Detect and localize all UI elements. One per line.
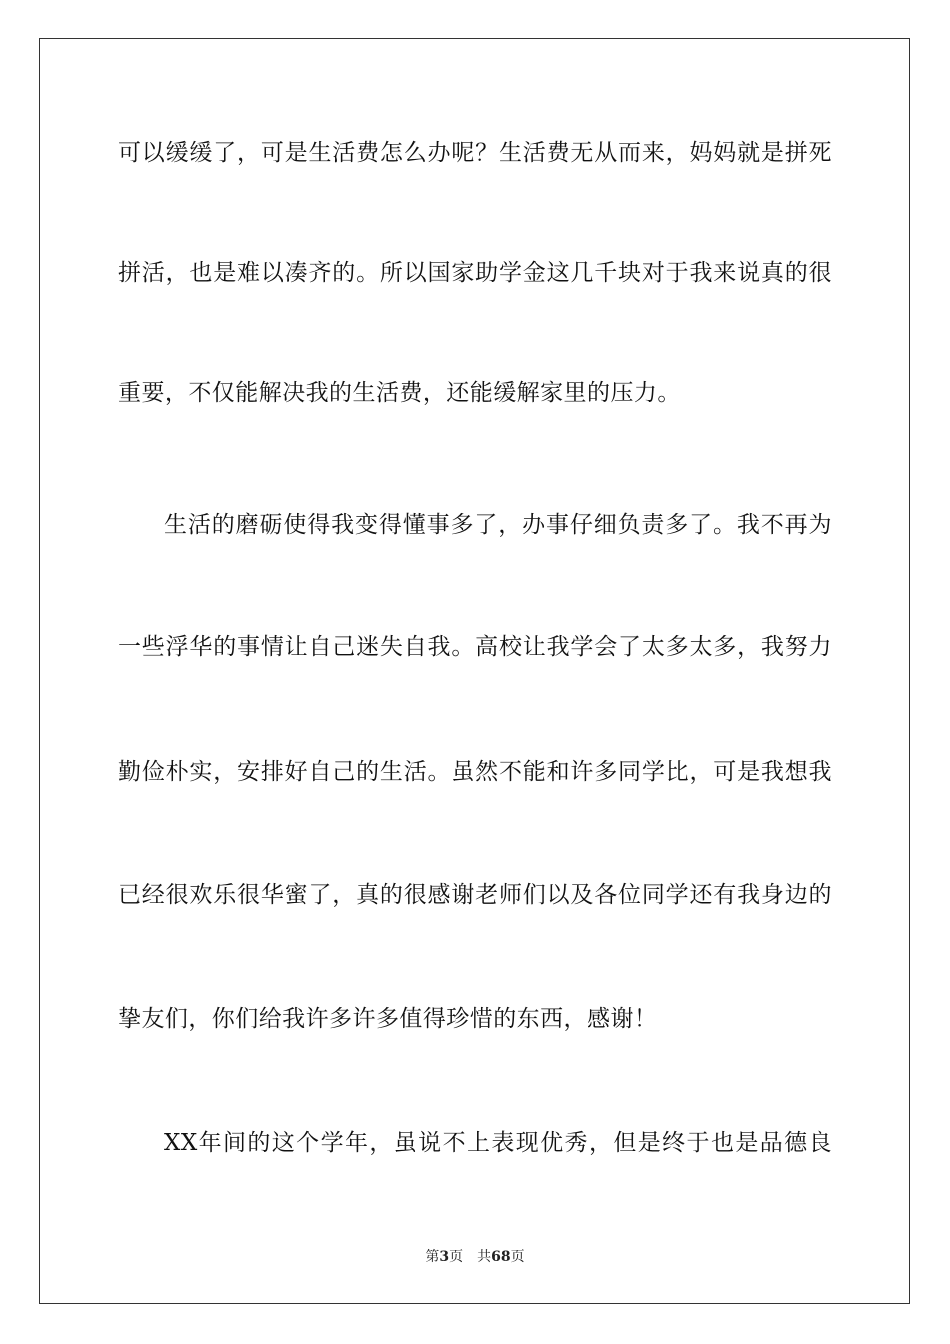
text-line-7: 已经很欢乐很华蜜了，真的很感谢老师们以及各位同学还有我身边的 (118, 882, 832, 908)
footer-page-suffix: 页 (449, 1249, 464, 1265)
footer-total-suffix: 页 (510, 1249, 525, 1265)
text-line-6: 勤俭朴实，安排好自己的生活。虽然不能和许多同学比，可是我想我 (118, 759, 832, 785)
text-line-9: XX年间的这个学年，虽说不上表现优秀，但是终于也是品德良 (164, 1130, 832, 1156)
footer-total-pages: 68 (491, 1249, 511, 1265)
page-footer (0, 1248, 950, 1266)
footer-total-prefix: 共 (477, 1249, 492, 1265)
text-line-3: 重要，不仅能解决我的生活费，还能缓解家里的压力。 (118, 380, 681, 406)
text-line-4: 生活的磨砺使得我变得懂事多了，办事仔细负责多了。我不再为 (164, 512, 832, 538)
text-line-8: 挚友们，你们给我许多许多值得珍惜的东西，感谢！ (118, 1006, 658, 1032)
text-line-2: 拼活，也是难以凑齐的。所以国家助学金这几千块对于我来说真的很 (118, 260, 832, 286)
text-line-5: 一些浮华的事情让自己迷失自我。高校让我学会了太多太多，我努力 (118, 634, 832, 660)
footer-page-prefix: 第 (425, 1249, 440, 1265)
footer-page-number: 3 (439, 1249, 450, 1265)
page-border (39, 38, 910, 1304)
text-line-1: 可以缓缓了，可是生活费怎么办呢？生活费无从而来，妈妈就是拼死 (118, 140, 832, 166)
